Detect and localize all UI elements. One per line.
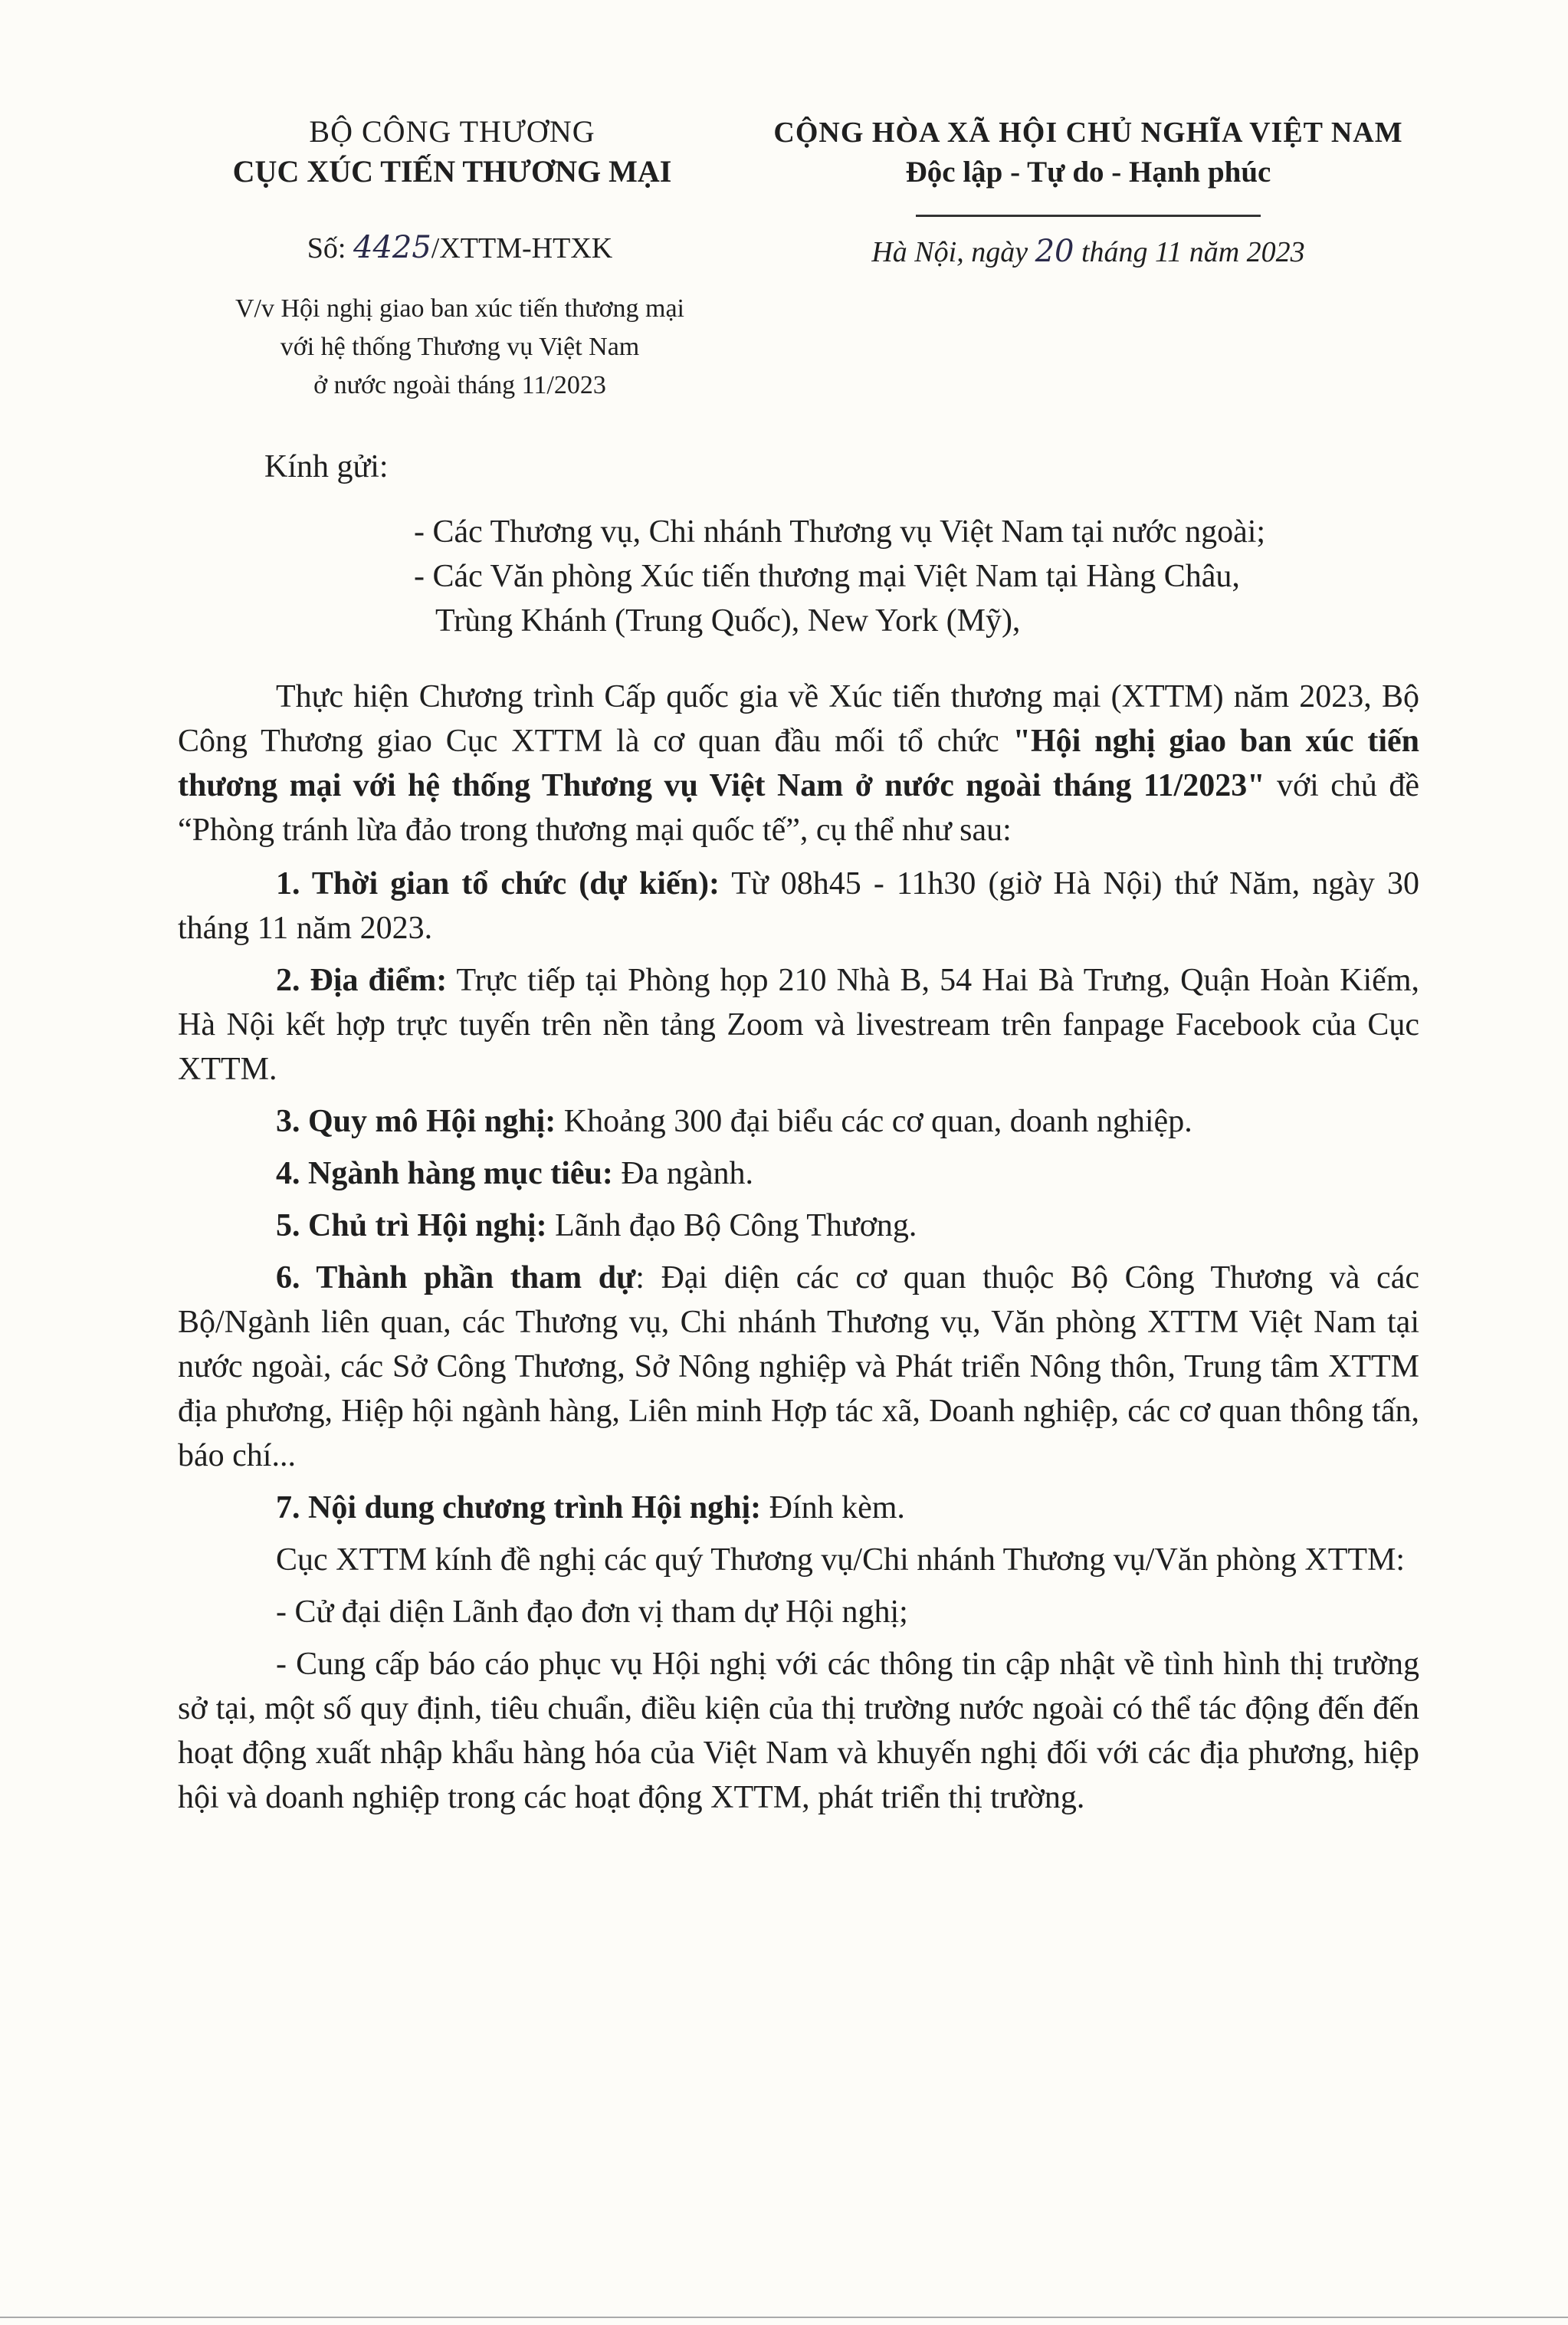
- request-paragraph: Cục XTTM kính đề nghị các quý Thương vụ/Chi nhánh Thương vụ/Văn phòng XTTM:: [276, 1542, 1406, 1578]
- item-participants: [178, 1256, 1419, 1478]
- item-agenda: [178, 1486, 1419, 1530]
- conference-title: "Hội nghị giao ban xúc tiến thương mại với hệ thống Thương vụ Việt Nam ở nước ngoài tháng 11/2023": [178, 724, 1419, 803]
- item-participants-text: : Đại diện các cơ quan thuộc Bộ Công Thương và các Bộ/Ngành liên quan, các Thương vụ, Chi nhánh Thương vụ, Văn phòng XTTM Việt Nam tại nước ngoài, các Sở Công Thương, Sở Nông nghiệp và Phát triển Nông thôn, Trung tâm XTTM địa phương, Hiệp hội ngành hàng, Liên minh Hợp tác xã, Doanh nghiệp, các cơ quan thông tấn, báo chí...: [178, 1260, 1419, 1473]
- item-time-text: Từ 08h45 - 11h30 (giờ Hà Nội) thứ Năm, ngày 30 tháng 11 năm 2023.: [178, 866, 1419, 946]
- document-body: [178, 675, 1419, 1827]
- recipient-line-1: - Các Thương vụ, Chi nhánh Thương vụ Việt Nam tại nước ngoài;: [414, 514, 1266, 550]
- national-heading-block: [751, 113, 1425, 193]
- place-date-part1: Hà Nội, ngày: [871, 236, 1035, 268]
- item-agenda-text: Đính kèm.: [761, 1490, 905, 1525]
- item-sector: [178, 1151, 1419, 1196]
- motto-underline: [916, 215, 1261, 217]
- recipient-line-3: Trùng Khánh (Trung Quốc), New York (Mỹ),: [435, 603, 1021, 639]
- subject-line-2: với hệ thống Thương vụ Việt Nam: [280, 333, 640, 361]
- doc-number-suffix: /XTTM-HTXK: [431, 232, 613, 264]
- item-time-label: 1. Thời gian tổ chức (dự kiến):: [276, 866, 720, 901]
- agency-name: CỤC XÚC TIẾN THƯƠNG MẠI: [232, 154, 672, 189]
- item-scale: [178, 1099, 1419, 1144]
- item-chair-text: Lãnh đạo Bộ Công Thương.: [546, 1208, 917, 1243]
- intro-paragraph: [178, 675, 1419, 852]
- request-item-2: - Cung cấp báo cáo phục vụ Hội nghị với các thông tin cập nhật về tình hình thị trường sở tại, một số quy định, tiêu chuẩn, điều kiện của thị trường nước ngoài có thể tác động đến đến hoạt động xuất nhập khẩu hàng hóa của Việt Nam và khuyến nghị đối với các địa phương, hiệp hội và doanh nghiệp trong các hoạt động XTTM, phát triển thị trường.: [178, 1647, 1419, 1815]
- recipient-line-2: - Các Văn phòng Xúc tiến thương mại Việt Nam tại Hàng Châu,: [414, 559, 1240, 594]
- place-date-part2: tháng 11 năm 2023: [1074, 236, 1305, 268]
- place-and-date: [751, 234, 1425, 269]
- item-scale-label: 3. Quy mô Hội nghị:: [276, 1104, 556, 1139]
- intro-theme: với chủ đề “Phòng tránh lừa đảo trong thương mại quốc tế”, cụ thể như sau:: [178, 768, 1419, 848]
- intro-text: Thực hiện Chương trình Cấp quốc gia về Xúc tiến thương mại (XTTM) năm 2023, Bộ Công Thương giao Cục XTTM là cơ quan đầu mối tổ chức: [178, 679, 1419, 759]
- salutation: Kính gửi:: [264, 449, 389, 484]
- item-chair: [178, 1204, 1419, 1248]
- item-time: [178, 862, 1419, 951]
- item-chair-label: 5. Chủ trì Hội nghị:: [276, 1208, 547, 1243]
- national-motto: Độc lập - Tự do - Hạnh phúc: [905, 156, 1271, 189]
- ministry-name: BỘ CÔNG THƯƠNG: [309, 114, 595, 149]
- issuing-agency-block: [176, 113, 728, 193]
- subject-line-1: V/v Hội nghị giao ban xúc tiến thương mại: [235, 294, 684, 323]
- day-handwritten: 20: [1035, 234, 1074, 269]
- item-venue-label: 2. Địa điểm:: [276, 963, 448, 998]
- item-scale-text: Khoảng 300 đại biểu các cơ quan, doanh nghiệp.: [556, 1104, 1192, 1139]
- subject-line-3: ở nước ngoài tháng 11/2023: [313, 371, 606, 399]
- recipient-list: [414, 510, 1487, 643]
- item-sector-label: 4. Ngành hàng mục tiêu:: [276, 1156, 613, 1191]
- doc-number-prefix: Số:: [307, 232, 353, 264]
- doc-number-handwritten: 4425: [353, 230, 431, 265]
- national-title: CỘNG HÒA XÃ HỘI CHỦ NGHĨA VIỆT NAM: [773, 117, 1403, 149]
- subject-line: [184, 290, 736, 405]
- item-venue: [178, 958, 1419, 1092]
- item-sector-text: Đa ngành.: [612, 1156, 754, 1191]
- page-edge-line: [0, 2317, 1568, 2318]
- item-participants-label: 6. Thành phần tham dự: [276, 1260, 636, 1295]
- item-agenda-label: 7. Nội dung chương trình Hội nghị:: [276, 1490, 762, 1525]
- item-venue-text: Trực tiếp tại Phòng họp 210 Nhà B, 54 Hai Bà Trưng, Quận Hoàn Kiếm, Hà Nội kết hợp trực tuyến trên nền tảng Zoom và livestream trên fanpage Facebook của Cục XTTM.: [178, 963, 1419, 1087]
- request-item-1: - Cử đại diện Lãnh đạo đơn vị tham dự Hội nghị;: [276, 1594, 908, 1630]
- document-number: [184, 230, 736, 265]
